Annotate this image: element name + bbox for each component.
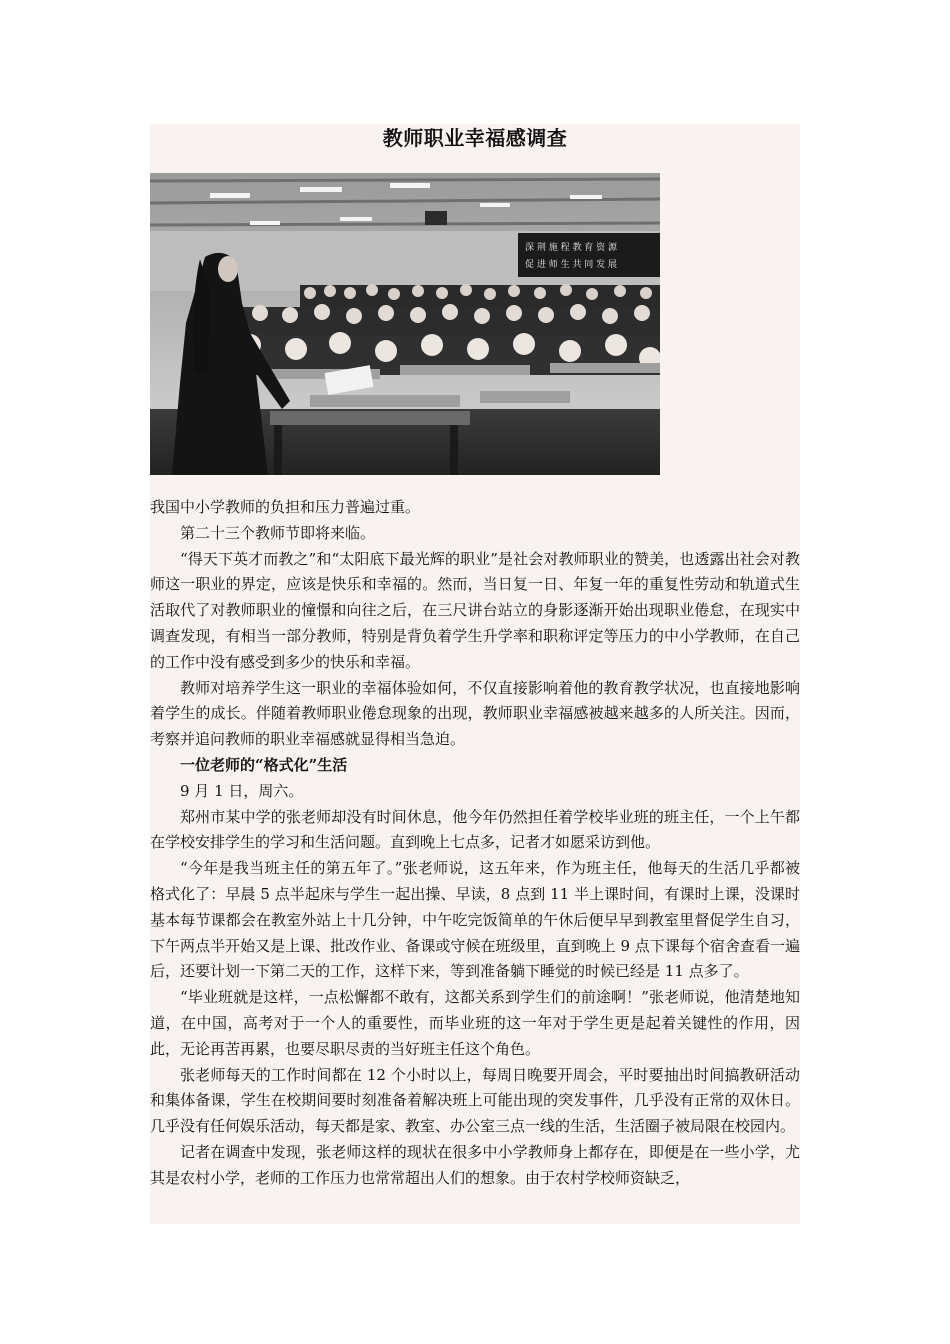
paragraph-lead: 我国中小学教师的负担和压力普遍过重。 xyxy=(150,498,421,516)
paragraph: 9 月 1 日，周六。 xyxy=(180,781,304,800)
document-page xyxy=(150,124,800,1224)
paragraph: 教师对培养学生这一职业的幸福体验如何，不仅直接影响着他的教育教学状况，也直接地影响着学生的成长。伴随着教师职业倦怠现象的出现，教师职业幸福感被越来越多的人所关注。因而，考察并追问教师的职业幸福感就显得相当急迫。 xyxy=(150,678,800,749)
paragraph: 张老师每天的工作时间都在 12 个小时以上，每周日晚要开周会，平时要抽出时间搞教研活动和集体备课，学生在校期间要时刻准备着解决班上可能出现的突发事件，几乎没有正常的双休日。几乎没有任何娱乐活动，每天都是家、教室、办公室三点一线的生活，生活圈子被局限在校园内。 xyxy=(150,1065,800,1136)
paragraph: 第二十三个教师节即将来临。 xyxy=(180,523,376,542)
document-title: 教师职业幸福感调查 xyxy=(382,126,568,150)
paragraph: 郑州市某中学的张老师却没有时间休息，他今年仍然担任着学校毕业班的班主任，一个上午都在学校安排学生的学习和生活问题。直到晚上七点多，记者才如愿采访到他。 xyxy=(150,807,800,852)
blackboard-text-2: 促 进 师 生 共 同 发 展 xyxy=(525,260,618,270)
article-body xyxy=(150,475,800,1192)
paragraph: “今年是我当班主任的第五年了。”张老师说，这五年来，作为班主任，他每天的生活几乎都被格式化了：早晨 5 点半起床与学生一起出操、早读，8 点到 11 半上课时间，有课时上课，没课时基本每节课都会在教室外站上十几分钟，中午吃完饭简单的午休后便早早到教室里督促学生自习，下午两点半开始又是上课、批改作业、备课或守候在班级里，直到晚上 9 点下课每个宿舍查看一遍后，还要计划一下第二天的工作，这样下来，等到准备躺下睡觉的时候已经是 11 点多了。 xyxy=(150,859,800,981)
classroom-photo xyxy=(150,173,660,475)
paragraph: “得天下英才而教之”和“太阳底下最光辉的职业”是社会对教师职业的赞美，也透露出社会对教师这一职业的界定，应该是快乐和幸福的。然而，当日复一日、年复一年的重复性劳动和轨道式生活取代了对教师职业的憧憬和向往之后，在三尺讲台站立的身影逐渐开始出现职业倦怠，在现实中调查发现，有相当一部分教师，特别是背负着学生升学率和职称评定等压力的中小学教师，在自己的工作中没有感受到多少的快乐和幸福。 xyxy=(150,549,800,671)
section-heading: 一位老师的“格式化”生活 xyxy=(180,755,348,774)
classroom-photo-illustration xyxy=(150,173,660,475)
blackboard-text-1: 深 荆 施 程 教 育 资 源 xyxy=(525,243,618,253)
paragraph: “毕业班就是这样，一点松懈都不敢有，这都关系到学生们的前途啊！”张老师说，他清楚地知道，在中国，高考对于一个人的重要性，而毕业班的这一年对于学生更是起着关键性的作用，因此，无论再苦再累，也要尽职尽责的当好班主任这个角色。 xyxy=(150,988,800,1058)
paragraph: 记者在调查中发现，张老师这样的现状在很多中小学教师身上都存在，即便是在一些小学，尤其是农村小学，老师的工作压力也常常超出人们的想象。由于农村学校师资缺乏， xyxy=(150,1142,800,1187)
